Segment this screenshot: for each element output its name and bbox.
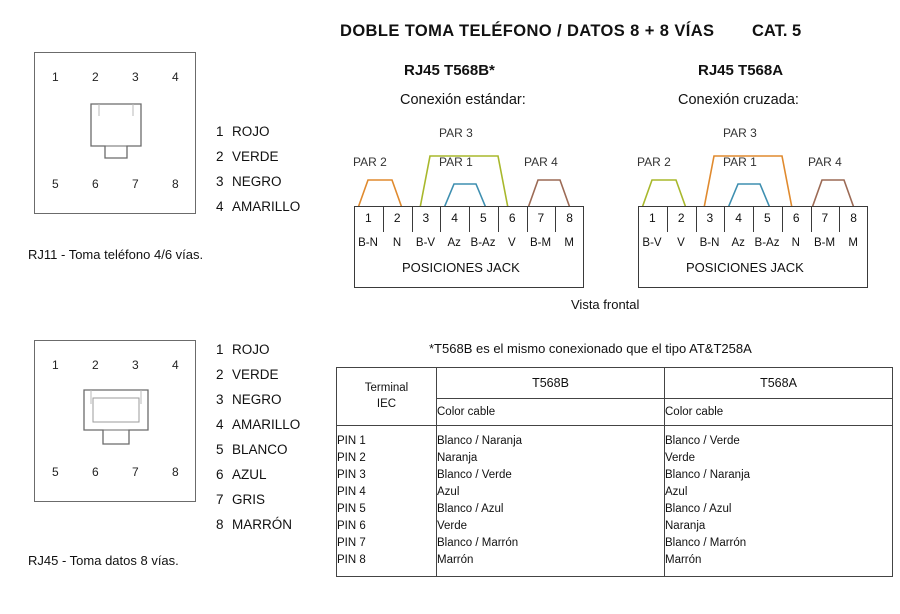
row-pin: PIN 5 [337,500,437,517]
table-sub-a: Color cable [665,399,893,426]
list-item [216,417,300,432]
front-view-label: Vista frontal [571,297,640,312]
list-item [216,124,300,139]
rj11-num-bot-5: 5 [52,177,59,191]
legend-index: 2 [216,149,224,164]
diagram-2-code-5: B-Az [754,237,780,249]
rj11-faceplate [34,52,196,214]
table-sub-b: Color cable [437,399,665,426]
table-col-t568a: T568A [665,368,893,399]
row-b: Blanco / Verde [437,466,665,483]
diagram-1-pair-3-label: PAR 3 [439,126,473,140]
rj11-num-top-1: 1 [52,70,59,84]
legend-label: GRIS [232,492,266,507]
diagram-2-pin-1: 1 [649,211,656,225]
diagram-1-pin-5: 5 [480,211,487,225]
rj45-legend [216,342,300,532]
row-pin: PIN 8 [337,551,437,577]
diagram-1-title: RJ45 T568B* [404,62,495,79]
diagram-2-pair-3-label: PAR 3 [723,126,757,140]
row-a: Blanco / Marrón [665,534,893,551]
row-b: Naranja [437,449,665,466]
diagram-1-code-2: N [392,237,402,249]
rj45-num-bot-6: 6 [92,465,99,479]
diagram-1-pin-1: 1 [365,211,372,225]
rj45-num-top-2: 2 [92,358,99,372]
rj45-port-icon [81,388,151,452]
legend-label: ROJO [232,342,270,357]
list-item [216,517,300,532]
diagram-1-code-5: B-Az [470,237,496,249]
row-b: Marrón [437,551,665,577]
list-item [216,467,300,482]
list-item [216,342,300,357]
row-b: Verde [437,517,665,534]
diagram-2-pin-6: 6 [792,211,800,225]
row-a: Verde [665,449,893,466]
legend-index: 4 [216,199,224,214]
terminal-line-2: IEC [376,397,397,410]
legend-index: 5 [216,442,224,457]
row-pin: PIN 1 [337,426,437,450]
table-row [337,483,893,500]
diagram-1-code-4: Az [447,237,461,249]
legend-index: 6 [216,467,224,482]
diagram-2-footer: POSICIONES JACK [686,260,804,275]
diagram-1-pair-2-label: PAR 2 [353,155,387,169]
diagram-2-code-7: B-M [813,237,836,249]
diagram-2-pin-3: 3 [706,211,714,225]
diagram-1-subtitle: Conexión estándar: [400,92,526,108]
row-a: Blanco / Naranja [665,466,893,483]
legend-label: VERDE [232,149,279,164]
diagram-1-pair-4-label: PAR 4 [524,155,558,169]
legend-index: 2 [216,367,224,382]
rj11-caption: RJ11 - Toma teléfono 4/6 vías. [28,247,204,262]
row-a: Blanco / Verde [665,426,893,450]
diagram-1-pair-1-label: PAR 1 [439,155,473,169]
row-a: Marrón [665,551,893,577]
diagram-2-pair-4-label: PAR 4 [808,155,842,169]
rj45-num-top-3: 3 [132,358,139,372]
legend-index: 8 [216,517,224,532]
diagram-1-pin-8: 8 [566,211,573,225]
list-item [216,392,300,407]
rj45-num-top-4: 4 [172,358,179,372]
rj11-num-top-3: 3 [132,70,139,84]
diagram-1-footer: POSICIONES JACK [402,260,520,275]
table-row [337,551,893,577]
rj45-num-top-1: 1 [52,358,59,372]
table-row [337,466,893,483]
rj11-num-bot-6: 6 [92,177,99,191]
wiring-table [336,367,892,577]
legend-index: 3 [216,174,224,189]
legend-label: BLANCO [232,442,288,457]
diagram-2-code-4: Az [731,237,745,249]
legend-label: AZUL [232,467,267,482]
diagram-1-pin-6: 6 [508,211,516,225]
table-row [337,426,893,450]
row-a: Naranja [665,517,893,534]
diagram-1-pin-2: 2 [393,211,401,225]
list-item [216,174,300,189]
legend-label: AMARILLO [232,417,301,432]
rj11-num-top-2: 2 [92,70,99,84]
table-row [337,500,893,517]
diagram-2-code-2: V [677,237,685,249]
diagram-2-pin-4: 4 [735,211,742,225]
page-title: DOBLE TOMA TELÉFONO / DATOS 8 + 8 VÍAS [340,22,715,40]
table-terminal-header [337,368,437,426]
legend-label: AMARILLO [232,199,301,214]
row-b: Azul [437,483,665,500]
diagram-2-subtitle: Conexión cruzada: [678,92,799,108]
diagram-1-code-8: M [564,237,574,249]
diagram-1-code-1: B-N [358,237,378,249]
terminal-line-1: Terminal [364,381,409,394]
diagram-2-code-3: B-N [699,237,720,249]
list-item [216,367,300,382]
diagram-1-pin-3: 3 [422,211,430,225]
table-row [337,449,893,466]
rj45-caption: RJ45 - Toma datos 8 vías. [28,553,179,568]
rj45-num-bot-5: 5 [52,465,59,479]
diagram-1-pin-4: 4 [451,211,458,225]
legend-index: 7 [216,492,224,507]
list-item [216,442,300,457]
diagram-2-title: RJ45 T568A [698,62,784,79]
legend-index: 4 [216,417,224,432]
diagram-2-pair-1-label: PAR 1 [723,155,757,169]
rj11-legend [216,124,300,214]
rj45-faceplate [34,340,196,502]
diagram-2-pin-8: 8 [850,211,857,225]
rj45-num-bot-7: 7 [132,465,139,479]
list-item [216,199,300,214]
diagram-2-pin-5: 5 [764,211,771,225]
legend-index: 1 [216,342,224,357]
row-b: Blanco / Naranja [437,426,665,450]
diagram-2-pin-2: 2 [677,211,685,225]
diagram-2-code-6: N [791,237,800,249]
table-header-row [337,368,893,399]
legend-label: VERDE [232,367,279,382]
legend-index: 1 [216,124,224,139]
cat-label: CAT. 5 [752,22,802,40]
rj45-num-bot-8: 8 [172,465,179,479]
diagram-1-jack [346,118,592,288]
row-pin: PIN 3 [337,466,437,483]
diagram-2-pin-7: 7 [821,211,829,225]
legend-label: ROJO [232,124,270,139]
footnote: *T568B es el mismo conexionado que el tipo AT&T258A [429,341,752,356]
list-item [216,492,300,507]
legend-label: NEGRO [232,174,282,189]
row-a: Azul [665,483,893,500]
diagram-2-code-1: B-V [642,237,662,249]
table-row [337,517,893,534]
row-pin: PIN 7 [337,534,437,551]
rj11-port-icon [87,102,145,164]
legend-label: NEGRO [232,392,282,407]
row-b: Blanco / Marrón [437,534,665,551]
table-row [337,534,893,551]
list-item [216,149,300,164]
diagram-2-pair-2-label: PAR 2 [637,155,671,169]
row-pin: PIN 2 [337,449,437,466]
diagram-1-code-3: B-V [415,237,436,249]
diagram-2-jack [630,118,876,288]
rj11-num-bot-8: 8 [172,177,179,191]
row-pin: PIN 4 [337,483,437,500]
legend-index: 3 [216,392,224,407]
diagram-1-pin-7: 7 [537,211,545,225]
row-pin: PIN 6 [337,517,437,534]
diagram-2-code-8: M [848,237,858,249]
diagram-1-code-6: V [507,237,516,249]
diagram-1-code-7: B-M [529,237,552,249]
rj11-num-bot-7: 7 [132,177,139,191]
table-col-t568b: T568B [437,368,665,399]
rj11-num-top-4: 4 [172,70,179,84]
row-a: Blanco / Azul [665,500,893,517]
legend-label: MARRÓN [232,517,292,532]
row-b: Blanco / Azul [437,500,665,517]
